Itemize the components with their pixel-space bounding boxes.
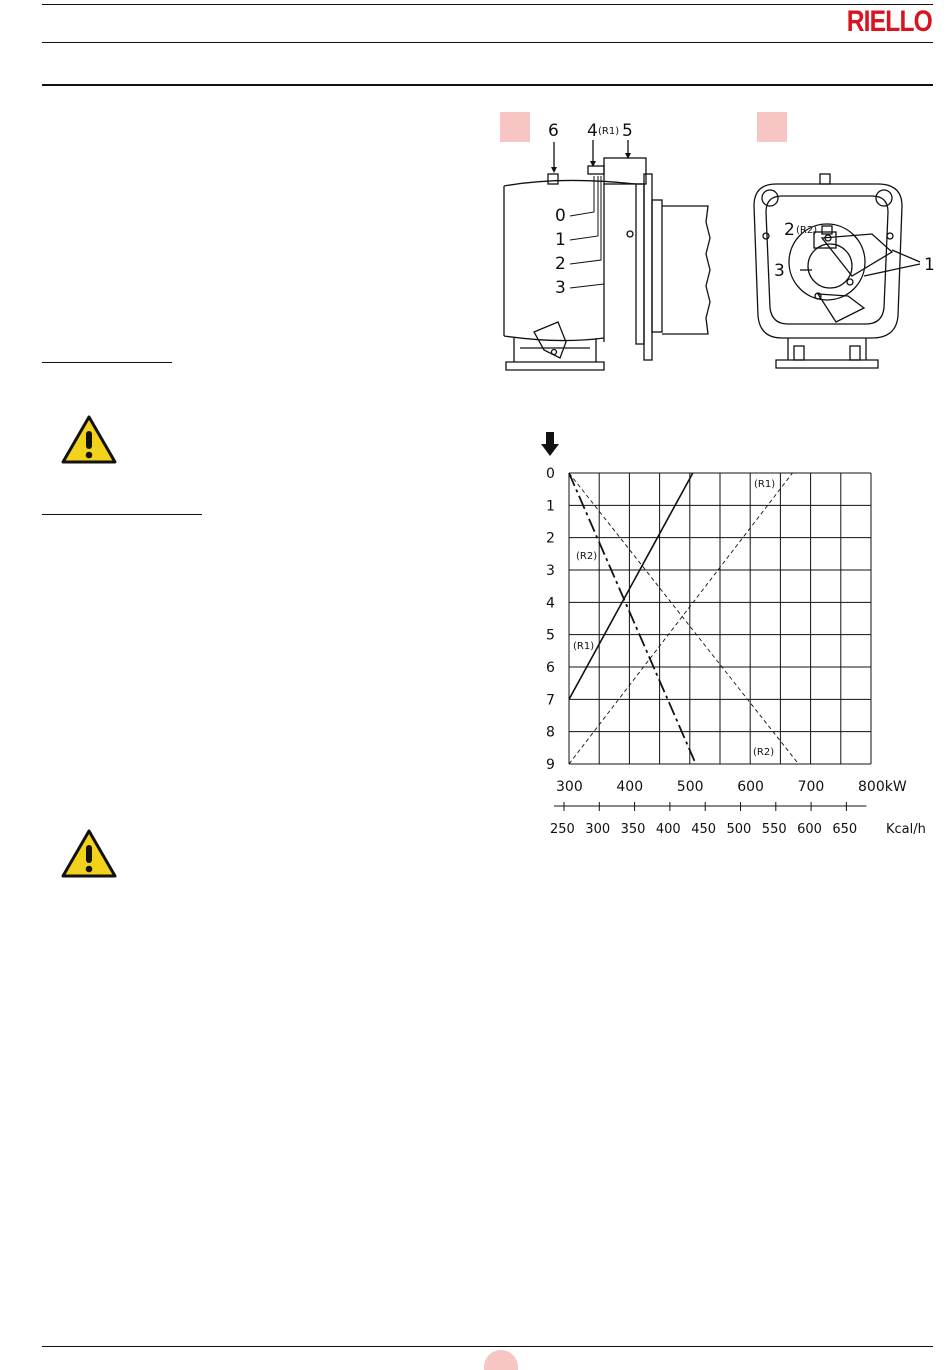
- callout-2: 2: [784, 220, 795, 240]
- section-heading-rule: [42, 362, 172, 363]
- series-label: (R1): [573, 641, 595, 652]
- y-tick-label: 1: [546, 498, 555, 515]
- callout-6: 6: [548, 121, 559, 141]
- callout-5: 5: [622, 121, 633, 141]
- figure-badge-b: [757, 112, 787, 142]
- x-tick-label: 800kW: [858, 779, 907, 795]
- air-damper-setting-chart: [540, 428, 940, 838]
- x-tick-label: 700: [797, 779, 825, 795]
- x-tick-label: 600: [737, 779, 764, 795]
- x-tick-label: 500: [676, 779, 704, 795]
- y-tick-label: 7: [546, 692, 555, 709]
- callout-3: 3: [774, 261, 785, 281]
- brand-logo: RIELLO: [846, 5, 932, 38]
- x-tick-label: 300: [556, 779, 583, 795]
- footer-rule: [42, 1346, 933, 1347]
- series-line: [569, 473, 799, 764]
- y-tick-label: 8: [546, 724, 555, 741]
- y-tick-label: 3: [546, 563, 555, 579]
- secondary-x-tick-label: 600: [797, 822, 822, 837]
- x-tick-label: 400: [616, 779, 644, 795]
- callout-1: 1: [924, 255, 935, 275]
- callout-3: 3: [555, 278, 566, 298]
- y-tick-label: 0: [546, 466, 555, 482]
- burner-side-view-figure: [500, 112, 715, 374]
- secondary-x-tick-label: 400: [655, 822, 681, 837]
- secondary-x-tick-label: 250: [550, 822, 575, 837]
- secondary-x-tick-label: 350: [620, 822, 646, 837]
- secondary-x-tick-label: 450: [691, 822, 717, 837]
- y-tick-label: 5: [546, 627, 555, 644]
- callout-1: 1: [555, 230, 566, 250]
- y-tick-label: 9: [546, 757, 555, 773]
- series-line: [569, 473, 693, 699]
- y-tick-label: 6: [546, 660, 555, 676]
- header-divider: [42, 42, 933, 43]
- callout-4-r1: (R1): [598, 126, 620, 137]
- callout-4: 4: [587, 121, 598, 141]
- y-tick-label: 2: [546, 530, 555, 547]
- series-label: (R2): [576, 551, 598, 562]
- secondary-x-tick-label: 500: [726, 822, 752, 837]
- down-arrow-icon: [541, 432, 559, 456]
- page-number-tab: [484, 1350, 518, 1370]
- burner-front-view-figure: [752, 166, 942, 374]
- secondary-x-tick-label: 550: [761, 822, 787, 837]
- callout-2-r2: (R2): [796, 225, 818, 236]
- series-line: [569, 473, 696, 764]
- secondary-x-tick-label: 300: [585, 822, 611, 837]
- series-label: (R1): [754, 479, 776, 490]
- warning-icon: [60, 828, 118, 880]
- series-label: (R2): [753, 747, 775, 758]
- header-bottom-rule: [42, 84, 933, 86]
- section-heading-rule: [42, 514, 202, 515]
- series-line: [569, 473, 792, 764]
- callout-0: 0: [555, 206, 566, 226]
- secondary-x-tick-label: 650: [832, 822, 858, 837]
- secondary-axis-unit: Kcal/h: [886, 822, 926, 837]
- callout-2: 2: [555, 254, 566, 274]
- top-border-line: [42, 4, 933, 5]
- warning-icon: [60, 414, 118, 466]
- y-tick-label: 4: [546, 595, 555, 612]
